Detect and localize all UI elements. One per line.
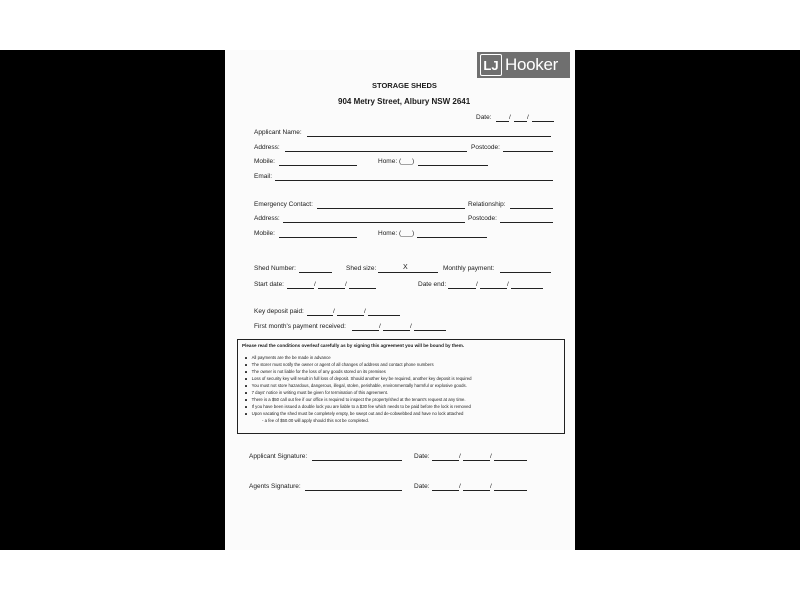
emergency-contact-label: Emergency Contact: (254, 201, 313, 208)
postcode-label: Postcode: (471, 144, 500, 151)
bullet-icon (245, 413, 247, 415)
agent-sign-date-month[interactable] (463, 490, 490, 491)
date-day-line[interactable] (496, 121, 509, 122)
shed-number-field[interactable] (299, 272, 332, 273)
condition-item: The storer must notify the owner or agent of all changes of address and contact phone numbers (245, 362, 434, 367)
key-deposit-day[interactable] (307, 315, 333, 316)
agent-sign-date-label: Date: (414, 483, 430, 490)
shed-number-label: Shed Number: (254, 265, 296, 272)
first-month-label: First month's payment received: (254, 323, 346, 330)
condition-item: Loss of security key will result in full loss of deposit. Should another key be required, another key deposit is required (245, 376, 472, 381)
shed-size-label: Shed size: (346, 265, 377, 272)
first-month-slash-1: / (379, 323, 381, 330)
condition-item: If you have been issued a double lock you are liable to a $30 fee which needs to be paid before the lock is removed (245, 404, 471, 409)
emergency-home-field[interactable] (417, 237, 487, 238)
address-field[interactable] (285, 151, 467, 152)
lj-hooker-logo (477, 52, 570, 78)
postcode-field[interactable] (503, 151, 553, 152)
conditions-intro: Please read the conditions overleaf carefully as by signing this agreement you will be bound by them. (242, 343, 465, 348)
key-deposit-slash-1: / (333, 308, 335, 315)
bullet-icon (245, 406, 247, 408)
mobile-field[interactable] (279, 165, 357, 166)
agent-sign-date-day[interactable] (432, 490, 459, 491)
applicant-sign-date-slash-1: / (459, 453, 461, 460)
date-slash-2: / (527, 114, 529, 121)
first-month-day[interactable] (352, 330, 379, 331)
applicant-signature-label: Applicant Signature: (249, 453, 308, 460)
right-letterbox (575, 50, 800, 550)
date-end-slash-1: / (476, 281, 478, 288)
property-address: 904 Metry Street, Albury NSW 2641 (338, 97, 471, 106)
logo-mark: LJ (480, 54, 502, 76)
bullet-icon (245, 371, 247, 373)
first-month-year[interactable] (414, 330, 446, 331)
application-form-page (225, 50, 575, 550)
relationship-label: Relationship: (468, 201, 506, 208)
mobile-label: Mobile: (254, 158, 275, 165)
start-date-year[interactable] (349, 288, 376, 289)
date-year-line[interactable] (532, 121, 554, 122)
applicant-sign-date-year[interactable] (494, 460, 527, 461)
emergency-address-field[interactable] (283, 222, 465, 223)
applicant-name-label: Applicant Name: (254, 129, 302, 136)
bullet-icon (245, 364, 247, 366)
applicant-name-field[interactable] (307, 136, 551, 137)
date-end-slash-2: / (507, 281, 509, 288)
bullet-icon (245, 392, 247, 394)
home-field[interactable] (418, 165, 488, 166)
date-end-label: Date end: (418, 281, 447, 288)
emergency-mobile-field[interactable] (279, 237, 357, 238)
bottom-band (0, 550, 800, 600)
monthly-payment-label: Monthly payment: (443, 265, 495, 272)
address-label: Address: (254, 144, 280, 151)
date-end-year[interactable] (511, 288, 543, 289)
start-date-slash-2: / (345, 281, 347, 288)
agent-signature-label: Agents Signature: (249, 483, 301, 490)
condition-item: There is a $50 call out fee if our office is required to inspect the property/shed at the tenant's request at any time. (245, 397, 466, 402)
date-slash-1: / (509, 114, 511, 121)
emergency-postcode-field[interactable] (500, 222, 553, 223)
bullet-icon (245, 399, 247, 401)
bullet-icon (245, 357, 247, 359)
condition-final-note: - a fee of $50.00 will apply should this not be completed. (262, 418, 370, 423)
bullet-icon (245, 378, 247, 380)
condition-item: The owner is not liable for the loss of any goods stored on its premises (245, 369, 386, 374)
email-field[interactable] (275, 180, 553, 181)
key-deposit-slash-2: / (364, 308, 366, 315)
key-deposit-label: Key deposit paid: (254, 308, 304, 315)
condition-item: 7 days' notice in writing must be given for termination of this agreement. (245, 390, 388, 395)
start-date-label: Start date: (254, 281, 284, 288)
relationship-field[interactable] (510, 208, 553, 209)
shed-size-x: X (403, 264, 408, 271)
monthly-payment-field[interactable] (500, 272, 551, 273)
start-date-day[interactable] (287, 288, 314, 289)
first-month-slash-2: / (410, 323, 412, 330)
top-band (0, 0, 800, 50)
date-label: Date: (476, 114, 492, 121)
applicant-sign-date-slash-2: / (490, 453, 492, 460)
key-deposit-month[interactable] (337, 315, 364, 316)
key-deposit-year[interactable] (368, 315, 400, 316)
form-title: STORAGE SHEDS (372, 81, 437, 90)
applicant-sign-date-month[interactable] (463, 460, 490, 461)
emergency-contact-field[interactable] (317, 208, 465, 209)
left-letterbox (0, 50, 225, 550)
emergency-mobile-label: Mobile: (254, 230, 275, 237)
logo-text: Hooker (505, 55, 559, 74)
date-month-line[interactable] (514, 121, 527, 122)
date-end-month[interactable] (480, 288, 507, 289)
email-label: Email: (254, 173, 273, 180)
home-label: Home: (___) (378, 158, 415, 165)
agent-sign-date-slash-1: / (459, 483, 461, 490)
emergency-address-label: Address: (254, 215, 280, 222)
date-end-day[interactable] (448, 288, 476, 289)
applicant-signature-field[interactable] (312, 460, 402, 461)
agent-sign-date-year[interactable] (494, 490, 527, 491)
shed-size-field[interactable] (378, 272, 438, 273)
applicant-sign-date-label: Date: (414, 453, 430, 460)
emergency-postcode-label: Postcode: (468, 215, 497, 222)
condition-item: You must not store hazardous, dangerous, illegal, stolen, perishable, environmentally harmful or explosive goods. (245, 383, 467, 388)
condition-item: All payments are the be made in advance (245, 355, 331, 360)
emergency-home-label: Home: (___) (378, 230, 415, 237)
start-date-month[interactable] (318, 288, 345, 289)
first-month-month[interactable] (383, 330, 410, 331)
start-date-slash-1: / (314, 281, 316, 288)
agent-sign-date-slash-2: / (490, 483, 492, 490)
applicant-sign-date-day[interactable] (432, 460, 459, 461)
condition-item: Upon vacating the shed must be completely empty, be swept out and de-cobwebbed and have no lock attached (245, 411, 463, 416)
agent-signature-field[interactable] (305, 490, 402, 491)
bullet-icon (245, 385, 247, 387)
